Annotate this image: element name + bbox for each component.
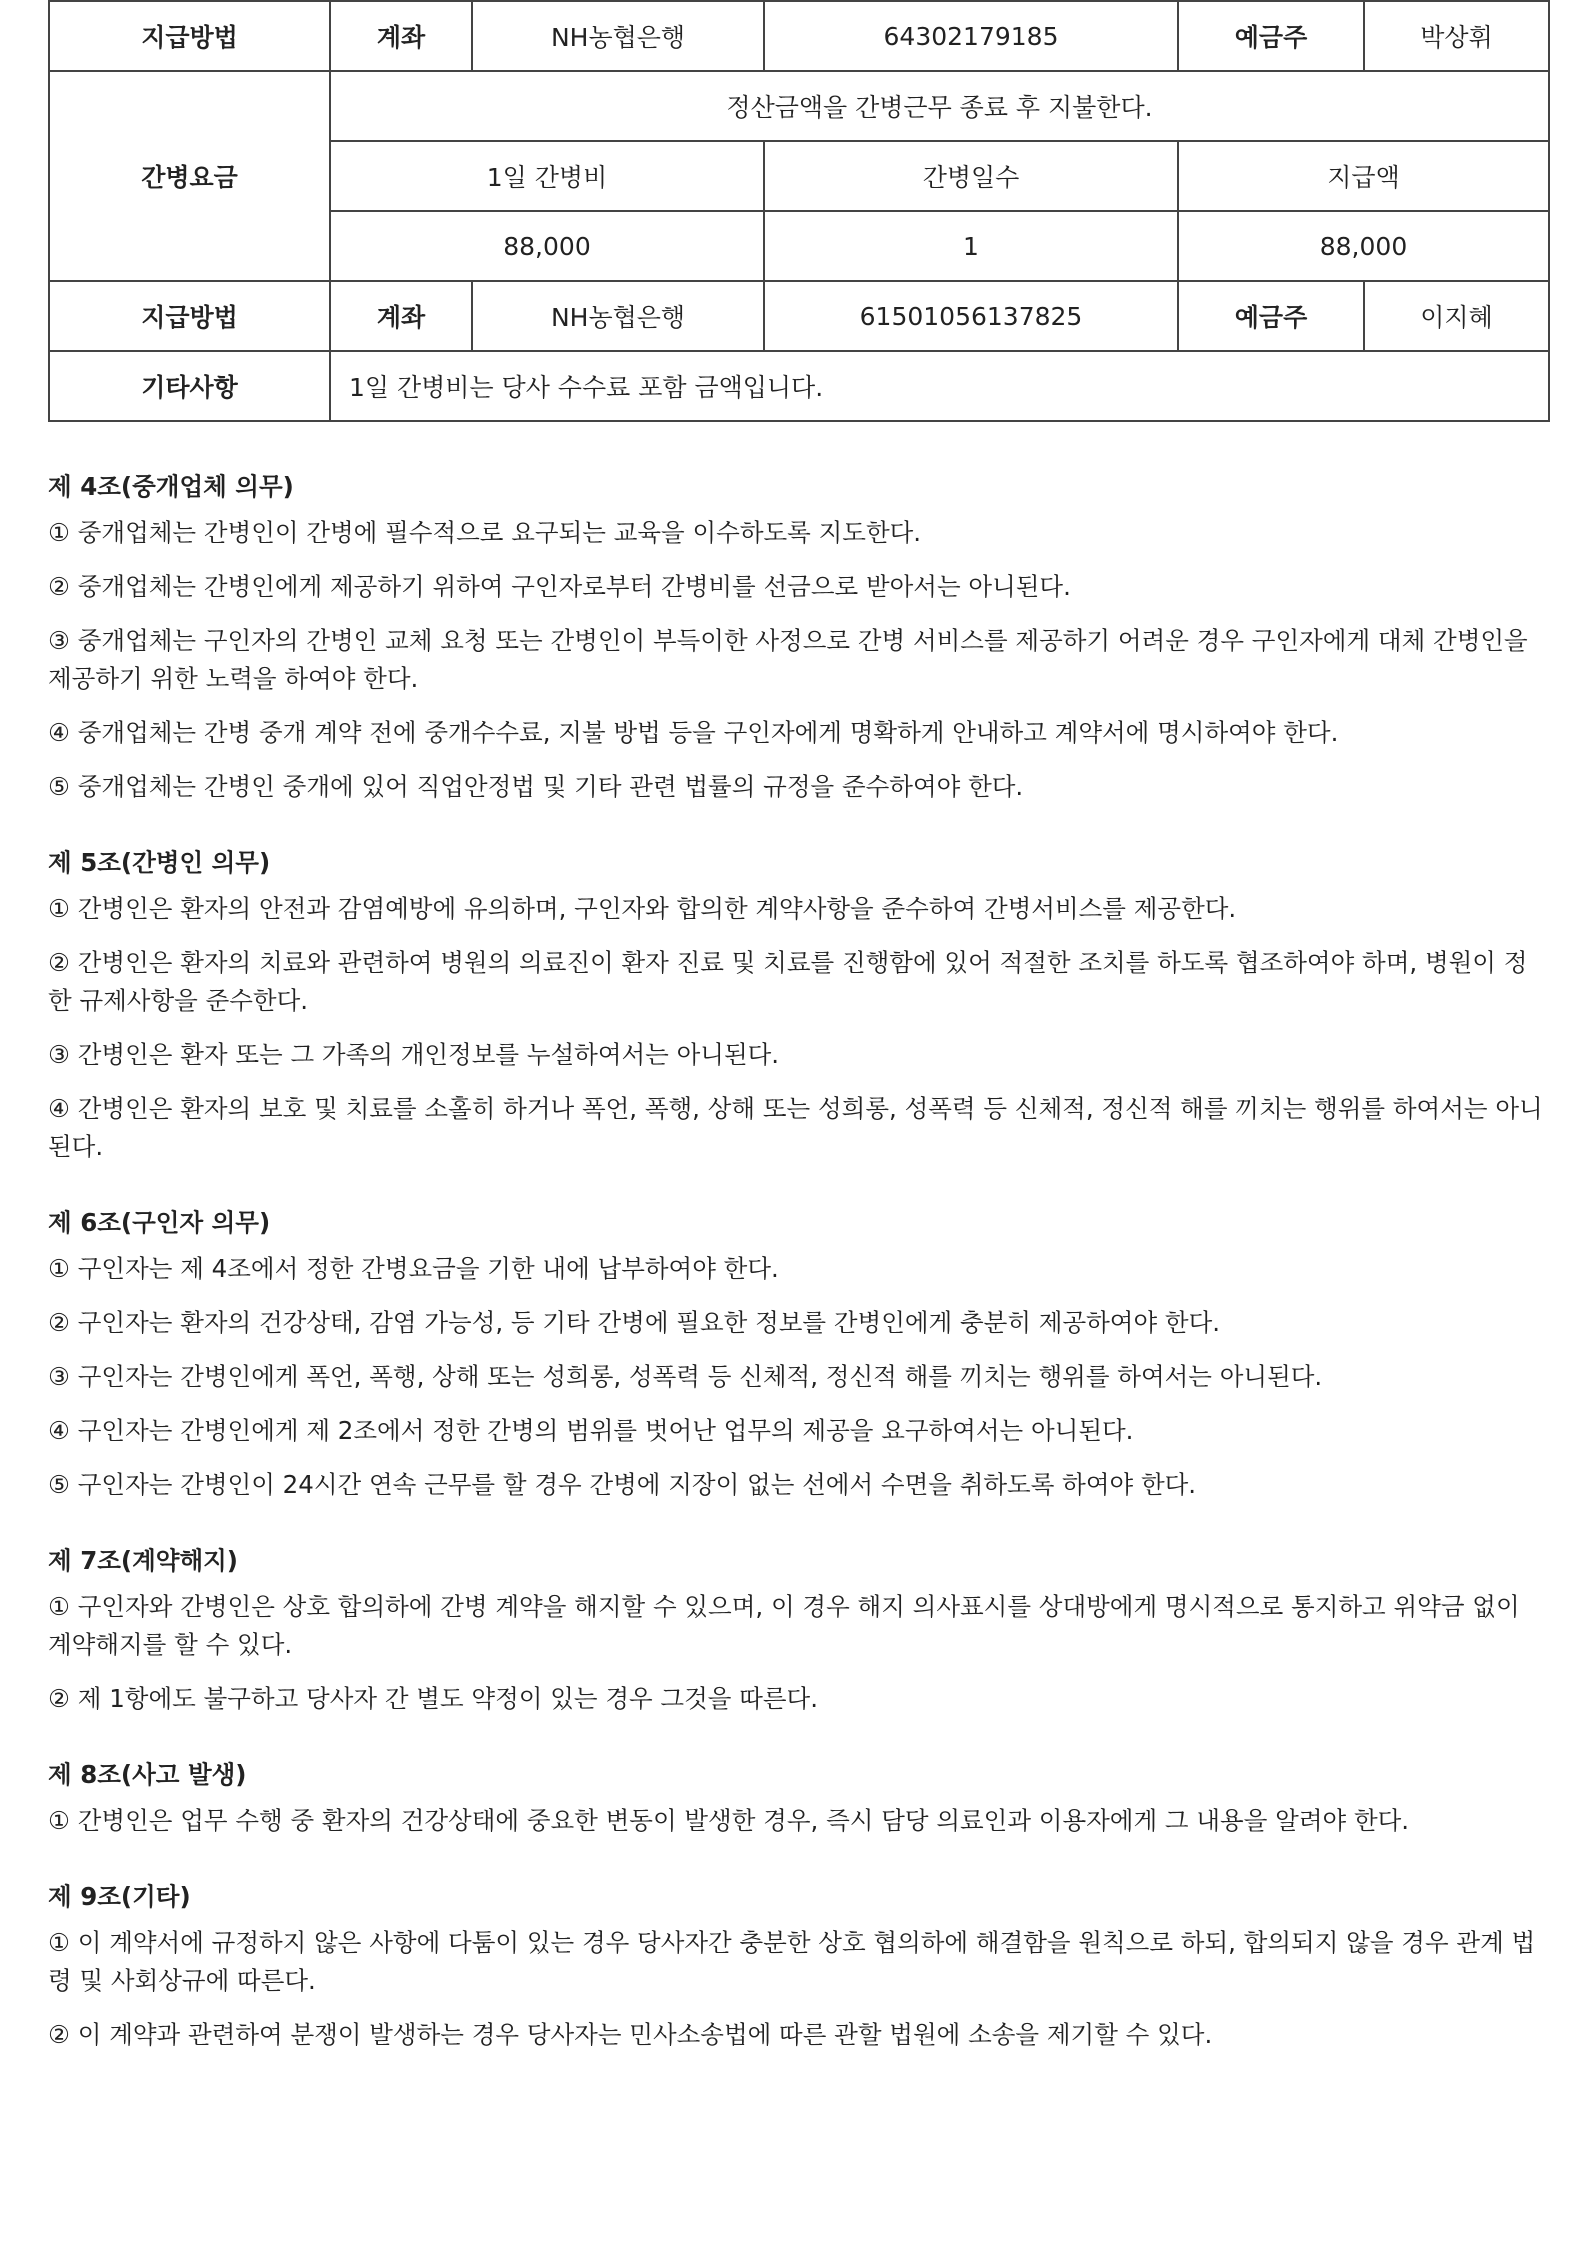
article-clause: ① 구인자와 간병인은 상호 합의하에 간병 계약을 해지할 수 있으며, 이 경우 해지 의사표시를 상대방에게 명시적으로 통지하고 위약금 없이 계약해지를 할 수 있다. xyxy=(48,1592,1520,1659)
article-title: 제 8조(사고 발생) xyxy=(48,1760,247,1789)
method-type: 계좌 xyxy=(330,1,472,71)
article-9 xyxy=(48,1878,1548,2054)
article-title: 제 7조(계약해지) xyxy=(48,1546,238,1575)
payment-row-2 xyxy=(49,281,1549,351)
article-clause: ③ 간병인은 환자 또는 그 가족의 개인정보를 누설하여서는 아니된다. xyxy=(48,1040,780,1069)
article-clause: ① 간병인은 환자의 안전과 감염예방에 유의하며, 구인자와 합의한 계약사항을 준수하여 간병서비스를 제공한다. xyxy=(48,894,1237,923)
article-4 xyxy=(48,468,1548,806)
account-holder: 박상휘 xyxy=(1364,1,1549,71)
article-title: 제 4조(중개업체 의무) xyxy=(48,472,294,501)
account-holder-label: 예금주 xyxy=(1178,1,1364,71)
article-clause: ⑤ 중개업체는 간병인 중개에 있어 직업안정법 및 기타 관련 법률의 규정을 준수하여야 한다. xyxy=(48,772,1024,801)
fee-note: 정산금액을 간병근무 종료 후 지불한다. xyxy=(330,71,1549,141)
article-6 xyxy=(48,1204,1548,1504)
amount-value: 88,000 xyxy=(1178,211,1549,281)
article-clause: ① 간병인은 업무 수행 중 환자의 건강상태에 중요한 변동이 발생한 경우, 즉시 담당 의료인과 이용자에게 그 내용을 알려야 한다. xyxy=(48,1806,1410,1835)
article-8 xyxy=(48,1756,1548,1840)
article-title: 제 5조(간병인 의무) xyxy=(48,848,271,877)
article-clause: ④ 중개업체는 간병 중개 계약 전에 중개수수료, 지불 방법 등을 구인자에게 명확하게 안내하고 계약서에 명시하여야 한다. xyxy=(48,718,1339,747)
article-clause: ① 중개업체는 간병인이 간병에 필수적으로 요구되는 교육을 이수하도록 지도한다. xyxy=(48,518,922,547)
etc-row xyxy=(49,351,1549,421)
etc-label: 기타사항 xyxy=(49,351,330,421)
account-number: 64302179185 xyxy=(764,1,1178,71)
article-clause: ② 간병인은 환자의 치료와 관련하여 병원의 의료진이 환자 진료 및 치료를 진행함에 있어 적절한 조치를 하도록 협조하여야 하며, 병원이 정한 규제사항을 준수한다. xyxy=(48,948,1528,1015)
payment-method-label: 지급방법 xyxy=(49,1,330,71)
article-clause: ② 제 1항에도 불구하고 당사자 간 별도 약정이 있는 경우 그것을 따른다. xyxy=(48,1684,819,1713)
etc-text: 1일 간병비는 당사 수수료 포함 금액입니다. xyxy=(330,351,1549,421)
article-title: 제 9조(기타) xyxy=(48,1882,191,1911)
article-clause: ② 중개업체는 간병인에게 제공하기 위하여 구인자로부터 간병비를 선금으로 받아서는 아니된다. xyxy=(48,572,1071,601)
article-clause: ① 이 계약서에 규정하지 않은 사항에 다툼이 있는 경우 당사자간 충분한 상호 협의하에 해결함을 원칙으로 하되, 합의되지 않을 경우 관계 법령 및 사회상규에 따른다. xyxy=(48,1928,1536,1995)
days-header: 간병일수 xyxy=(764,141,1178,211)
account-holder-label: 예금주 xyxy=(1178,281,1364,351)
account-holder: 이지혜 xyxy=(1364,281,1549,351)
fee-note-row xyxy=(49,71,1549,141)
fee-label: 간병요금 xyxy=(49,71,330,281)
amount-header: 지급액 xyxy=(1178,141,1549,211)
daily-fee-header: 1일 간병비 xyxy=(330,141,764,211)
article-clause: ③ 구인자는 간병인에게 폭언, 폭행, 상해 또는 성희롱, 성폭력 등 신체적, 정신적 해를 끼치는 행위를 하여서는 아니된다. xyxy=(48,1362,1323,1391)
contract-articles xyxy=(48,468,1548,2054)
daily-fee-value: 88,000 xyxy=(330,211,764,281)
payment-row-1 xyxy=(49,1,1549,71)
bank-name: NH농협은행 xyxy=(472,1,764,71)
bank-name: NH농협은행 xyxy=(472,281,764,351)
article-clause: ② 구인자는 환자의 건강상태, 감염 가능성, 등 기타 간병에 필요한 정보를 간병인에게 충분히 제공하여야 한다. xyxy=(48,1308,1221,1337)
article-5 xyxy=(48,844,1548,1166)
account-number: 61501056137825 xyxy=(764,281,1178,351)
payment-method-label: 지급방법 xyxy=(49,281,330,351)
article-clause: ⑤ 구인자는 간병인이 24시간 연속 근무를 할 경우 간병에 지장이 없는 선에서 수면을 취하도록 하여야 한다. xyxy=(48,1470,1197,1499)
article-clause: ② 이 계약과 관련하여 분쟁이 발생하는 경우 당사자는 민사소송법에 따른 관할 법원에 소송을 제기할 수 있다. xyxy=(48,2020,1213,2049)
article-clause: ④ 구인자는 간병인에게 제 2조에서 정한 간병의 범위를 벗어난 업무의 제공을 요구하여서는 아니된다. xyxy=(48,1416,1134,1445)
article-7 xyxy=(48,1542,1548,1718)
article-clause: ① 구인자는 제 4조에서 정한 간병요금을 기한 내에 납부하여야 한다. xyxy=(48,1254,779,1283)
article-clause: ③ 중개업체는 구인자의 간병인 교체 요청 또는 간병인이 부득이한 사정으로 간병 서비스를 제공하기 어려운 경우 구인자에게 대체 간병인을 제공하기 위한 노력을 하여야 한다. xyxy=(48,626,1528,693)
days-value: 1 xyxy=(764,211,1178,281)
article-clause: ④ 간병인은 환자의 보호 및 치료를 소홀히 하거나 폭언, 폭행, 상해 또는 성희롱, 성폭력 등 신체적, 정신적 해를 끼치는 행위를 하여서는 아니된다. xyxy=(48,1094,1543,1161)
payment-table xyxy=(48,0,1550,422)
method-type: 계좌 xyxy=(330,281,472,351)
article-title: 제 6조(구인자 의무) xyxy=(48,1208,271,1237)
